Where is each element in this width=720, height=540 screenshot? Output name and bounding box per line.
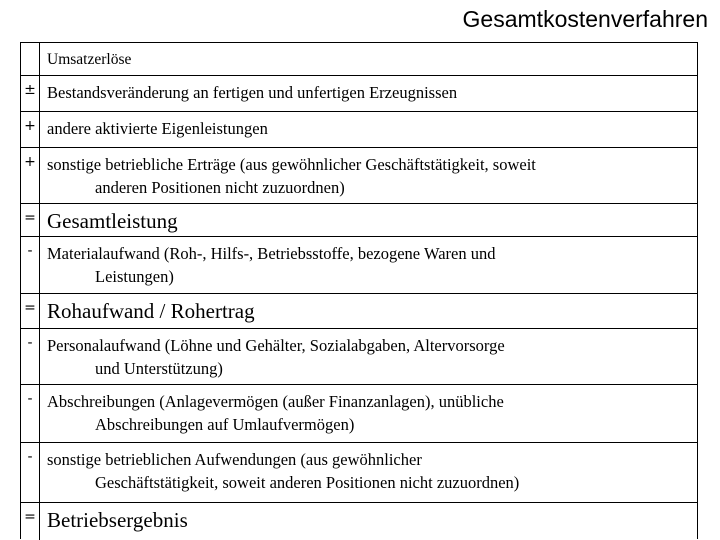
operator: =: [21, 503, 40, 540]
row-bestandsveraenderung: [21, 75, 697, 111]
row-label-line1: sonstige betriebliche Erträge (aus gewöhnlicher Geschäftstätigkeit, soweit: [47, 155, 536, 174]
row-label: Umsatzerlöse: [47, 51, 132, 68]
row-label: andere aktivierte Eigenleistungen: [47, 119, 268, 138]
row-label-line1: Materialaufwand (Roh-, Hilfs-, Betriebsstoffe, bezogene Waren und: [47, 244, 496, 263]
row-betriebsergebnis: [21, 502, 697, 540]
operator: ±: [21, 76, 40, 111]
row-label: [47, 237, 693, 288]
row-eigenleistungen: [21, 111, 697, 147]
row-label: [47, 385, 693, 436]
operator: =: [21, 204, 40, 236]
row-label-line2: und Unterstützung): [95, 359, 223, 378]
operator: =: [21, 294, 40, 328]
row-label-line2: Leistungen): [95, 267, 174, 286]
row-sonstige-aufwendungen: [21, 442, 697, 502]
operator: +: [21, 112, 40, 147]
row-rohertrag: [21, 293, 697, 328]
row-label: Rohaufwand / Rohertrag: [47, 299, 255, 323]
row-label-line1: Personalaufwand (Löhne und Gehälter, Sozialabgaben, Altervorsorge: [47, 336, 505, 355]
row-label: [47, 329, 693, 380]
operator: -: [21, 237, 40, 293]
row-label-line1: Abschreibungen (Anlagevermögen (außer Finanzanlagen), unübliche: [47, 392, 504, 411]
row-label: Gesamtleistung: [47, 209, 178, 233]
row-label: [47, 148, 693, 199]
operator: -: [21, 329, 40, 384]
page-title: Gesamtkostenverfahren: [462, 6, 708, 32]
operator: [21, 43, 40, 75]
row-umsatzerloese: [21, 43, 697, 75]
operator: -: [21, 443, 40, 502]
row-abschreibungen: [21, 384, 697, 442]
row-label-line2: anderen Positionen nicht zuzuordnen): [95, 178, 345, 197]
row-personalaufwand: [21, 328, 697, 384]
cost-schema-table: [20, 42, 698, 539]
row-label-line2: Abschreibungen auf Umlaufvermögen): [95, 415, 355, 434]
operator: +: [21, 148, 40, 203]
row-label: Betriebsergebnis: [47, 508, 188, 532]
row-gesamtleistung: [21, 203, 697, 236]
row-label-line1: sonstige betrieblichen Aufwendungen (aus gewöhnlicher: [47, 450, 422, 469]
row-sonstige-ertraege: [21, 147, 697, 203]
row-label: Bestandsveränderung an fertigen und unfertigen Erzeugnissen: [47, 83, 458, 102]
row-label-line2: Geschäftstätigkeit, soweit anderen Positionen nicht zuzuordnen): [95, 473, 520, 492]
row-label: [47, 443, 693, 494]
operator: -: [21, 385, 40, 442]
row-materialaufwand: [21, 236, 697, 293]
